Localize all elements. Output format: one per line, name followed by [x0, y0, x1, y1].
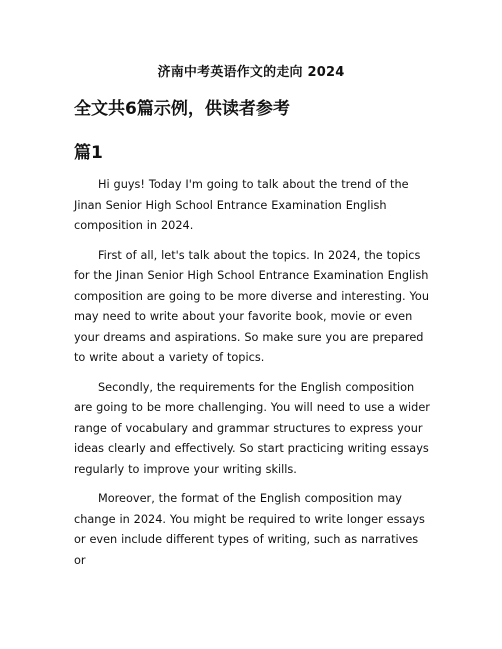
section-heading: 篇1: [74, 143, 103, 163]
paragraph-1: Hi guys! Today I'm going to talk about the trend of the Jinan Senior High School Entrance Examination English composition in 2024.: [74, 178, 409, 232]
paragraph-4: Moreover, the format of the English composition may change in 2024. You might be required to write longer essays or even include different types of writing, such as narratives or: [74, 492, 425, 567]
essay-body: [74, 175, 430, 580]
paragraph-2: First of all, let's talk about the topics. In 2024, the topics for the Jinan Senior High School Entrance Examination English composition are going to be more diverse and interesting. You may need to write about your favorite book, movie or even your dreams and aspirations. So make sure you are prepared to write about a variety of topics.: [74, 248, 429, 364]
document-title: 济南中考英语作文的走向 2024: [157, 65, 345, 80]
document-subtitle: 全文共6篇示例，供读者参考: [74, 99, 290, 119]
paragraph-3: Secondly, the requirements for the English composition are going to be more challenging. You will need to use a wider range of vocabulary and grammar structures to express your ideas clearly and effectively. So start practicing writing essays regularly to improve your writing skills.: [74, 380, 430, 476]
